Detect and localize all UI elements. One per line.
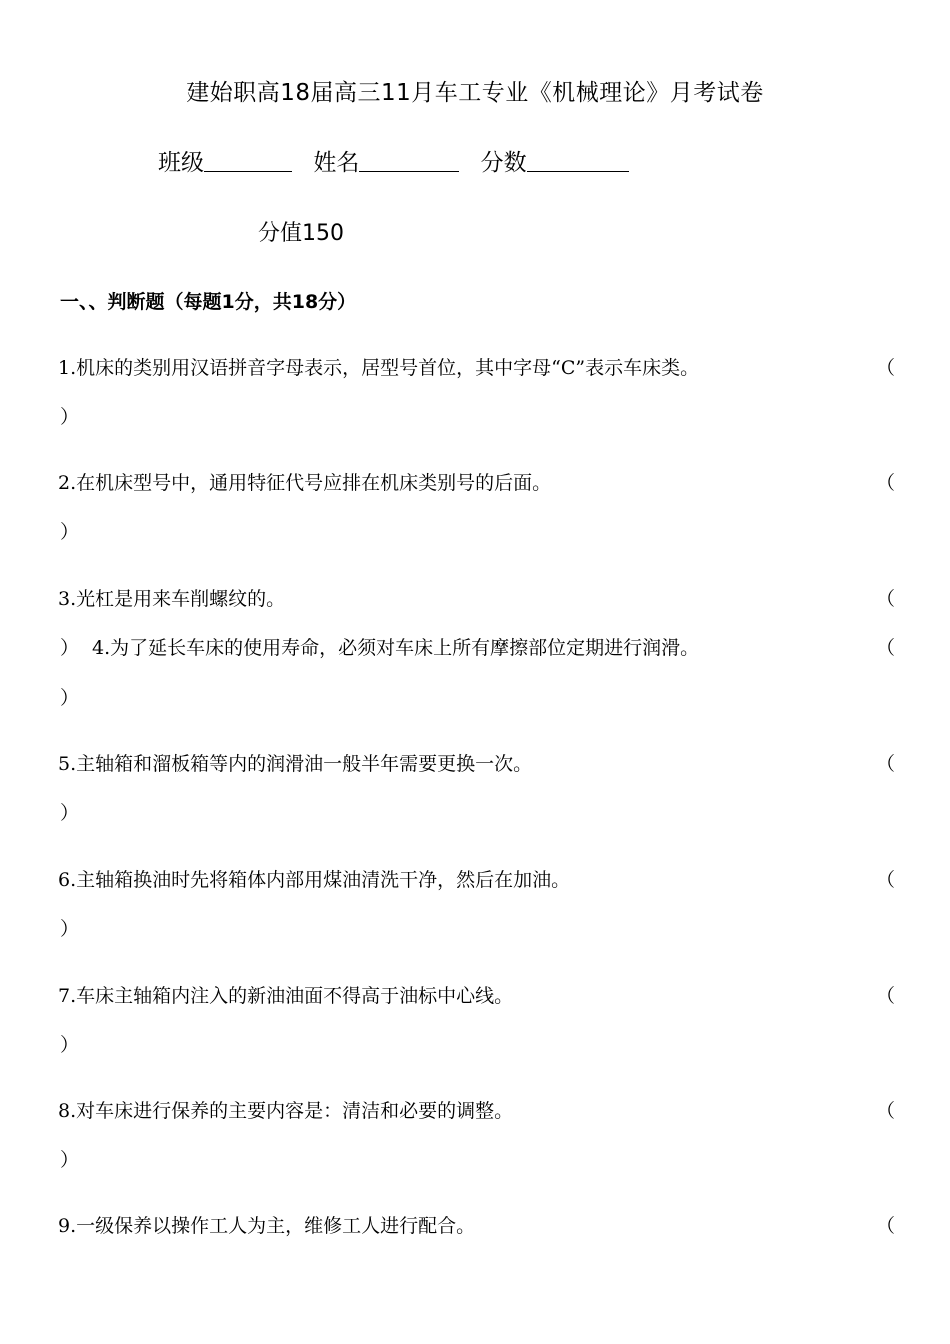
question-6: 6.主轴箱换油时先将箱体内部用煤油清洗干净，然后在加油。 <box>58 869 571 891</box>
answer-paren-open-3[interactable]: （ <box>876 588 896 610</box>
name-field <box>313 150 459 176</box>
question-2: 2.在机床型号中，通用特征代号应排在机床类别号的后面。 <box>58 472 552 494</box>
total-score: 分值150 <box>258 221 344 246</box>
answer-paren-close-2: ） <box>60 521 80 543</box>
class-blank[interactable] <box>204 151 292 172</box>
name-label: 姓名 <box>313 150 360 176</box>
answer-paren-close-5: ） <box>60 802 80 824</box>
question-8: 8.对车床进行保养的主要内容是：清洁和必要的调整。 <box>58 1100 514 1122</box>
student-info-line <box>158 144 643 177</box>
answer-paren-open-5[interactable]: （ <box>876 753 896 775</box>
answer-paren-open-9[interactable]: （ <box>876 1215 896 1237</box>
answer-paren-close-4: ） <box>60 687 80 709</box>
score-label: 分数 <box>480 150 527 176</box>
score-blank[interactable] <box>527 151 629 172</box>
answer-paren-open-2[interactable]: （ <box>876 472 896 494</box>
question-5: 5.主轴箱和溜板箱等内的润滑油一般半年需要更换一次。 <box>58 753 533 775</box>
answer-paren-open-6[interactable]: （ <box>876 869 896 891</box>
question-4: 4.为了延长车床的使用寿命，必须对车床上所有摩擦部位定期进行润滑。 <box>92 637 700 659</box>
answer-paren-close-6: ） <box>60 918 80 940</box>
class-label: 班级 <box>158 150 204 176</box>
question-7: 7.车床主轴箱内注入的新油油面不得高于油标中心线。 <box>58 985 514 1007</box>
answer-paren-close-3: ） <box>60 637 80 659</box>
answer-paren-close-7: ） <box>60 1034 80 1056</box>
question-9: 9.一级保养以操作工人为主，维修工人进行配合。 <box>58 1215 476 1237</box>
answer-paren-close-8: ） <box>60 1149 80 1171</box>
question-1: 1.机床的类别用汉语拼音字母表示，居型号首位，其中字母“C”表示车床类。 <box>58 357 700 379</box>
answer-paren-open-7[interactable]: （ <box>876 985 896 1007</box>
answer-paren-close-1: ） <box>60 406 80 428</box>
section-heading: 一、、判断题（每题1分，共18分） <box>60 291 357 313</box>
name-blank[interactable] <box>359 151 459 172</box>
exam-title: 建始职高18届高三11月车工专业《机械理论》月考试卷 <box>186 80 764 106</box>
score-field <box>481 150 629 176</box>
class-field <box>158 150 292 176</box>
answer-paren-open-1[interactable]: （ <box>876 357 896 379</box>
answer-paren-open-8[interactable]: （ <box>876 1100 896 1122</box>
answer-paren-open-4[interactable]: （ <box>876 637 896 659</box>
question-3: 3.光杠是用来车削螺纹的。 <box>58 588 286 610</box>
